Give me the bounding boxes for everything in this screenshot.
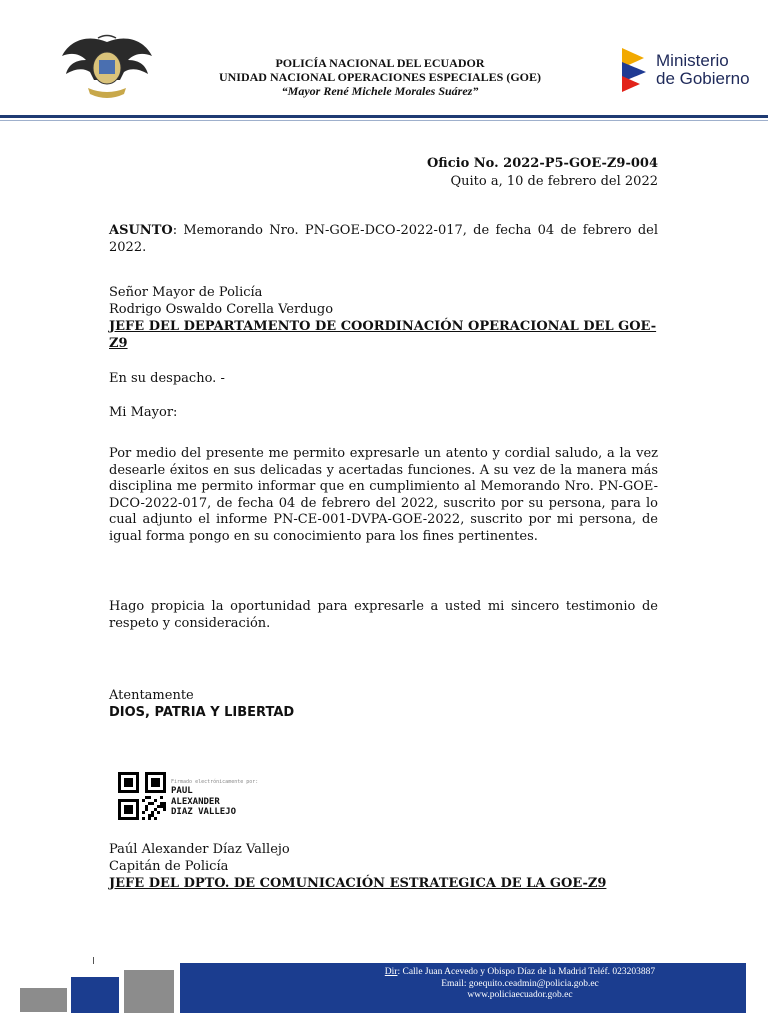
footer-address: : Calle Juan Acevedo y Obispo Díaz de la Madrid Teléf. 023203887 <box>397 967 656 977</box>
despacho-line: En su despacho. - <box>109 371 225 386</box>
footer-email: Email: goequito.ceadmin@policia.gob.ec <box>441 978 599 989</box>
place-date: Quito a, 10 de febrero del 2022 <box>450 174 658 189</box>
recipient-title: Señor Mayor de Policía <box>109 285 263 300</box>
recipient-position: JEFE DEL DEPARTAMENTO DE COORDINACIÓN OPERACIONAL DEL GOE-Z9 <box>109 319 657 351</box>
e-signature-caption: Firmado electrónicamente por: <box>171 779 259 785</box>
greeting: Mi Mayor: <box>109 405 178 420</box>
header-divider <box>0 115 768 118</box>
footer-block-blue <box>71 977 119 1013</box>
ministry-line-1: Ministerio <box>656 51 729 70</box>
e-signature-name <box>171 786 236 818</box>
institution-name: POLICÍA NACIONAL DEL ECUADOR <box>275 56 485 70</box>
subject-text: : Memorando Nro. PN-GOE-DCO-2022-017, de fecha 04 de febrero del 2022. <box>109 223 658 255</box>
ministry-wordmark <box>656 52 750 88</box>
letterhead <box>150 56 610 98</box>
subject <box>109 223 658 256</box>
recipient-name: Rodrigo Oswaldo Corella Verdugo <box>109 302 334 317</box>
closing-paragraph: Hago propicia la oportunidad para expresarle a usted mi sincero testimonio de respeto y consideración. <box>109 599 658 631</box>
body-paragraph: Por medio del presente me permito expresarle un atento y cordial saludo, a la vez desearle éxitos en sus delicadas y acertadas funciones. A su vez de la manera más disciplina me permito informar que en cumplimiento al Memorando Nro. PN-GOE-DCO-2022-017, de fecha 04 de febrero del 2022, suscrito por su persona, para lo cual adjunto el informe PN-CE-001-DVPA-GOE-2022, suscrito por mi persona, de igual forma pongo en su conocimiento para los fines pertinentes. <box>109 446 658 544</box>
signatory-rank: Capitán de Policía <box>109 859 229 874</box>
footer-block-grey-2 <box>124 970 174 1013</box>
sign-off: Atentamente <box>109 688 194 703</box>
unit-motto: “Mayor René Michele Morales Suárez” <box>281 84 479 98</box>
signatory-name: Paúl Alexander Díaz Vallejo <box>109 842 290 857</box>
signatory-position: JEFE DEL DPTO. DE COMUNICACIÓN ESTRATEGICA DE LA GOE-Z9 <box>109 876 607 891</box>
e-signature-name-line-3: DIAZ VALLEJO <box>171 807 237 817</box>
e-signature-name-line-1: PAUL <box>171 786 193 796</box>
footer-block-grey-1 <box>20 988 67 1012</box>
oficio-number: Oficio No. 2022-P5-GOE-Z9-004 <box>426 156 658 171</box>
footer-address-line <box>300 967 740 979</box>
motto: DIOS, PATRIA Y LIBERTAD <box>109 705 295 720</box>
header-divider-thin <box>0 120 768 121</box>
police-emblem-logo <box>58 34 156 104</box>
footer-dir-label: Dir <box>384 967 398 977</box>
footer-contact <box>300 967 740 1002</box>
footer-web: www.policiaecuador.gob.ec <box>467 990 573 1000</box>
footer-mark <box>93 957 94 964</box>
subject-label: ASUNTO <box>109 223 173 238</box>
unit-name: UNIDAD NACIONAL OPERACIONES ESPECIALES (GOE) <box>218 70 542 84</box>
ministry-line-2: de Gobierno <box>656 69 750 88</box>
e-signature-name-line-2: ALEXANDER <box>171 796 220 807</box>
signature-qr-code <box>118 772 166 820</box>
